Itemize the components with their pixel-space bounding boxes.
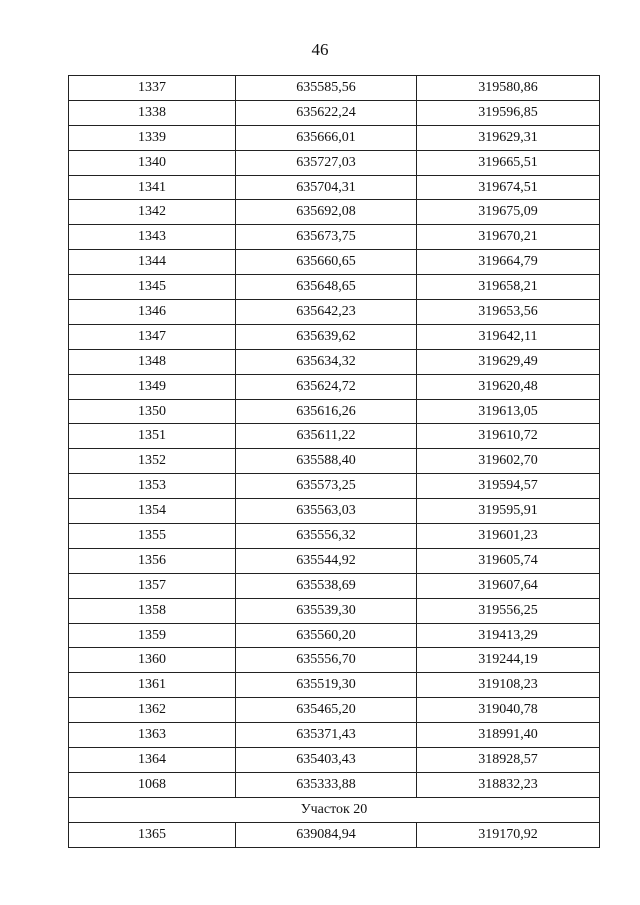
point-number-cell: 1351 bbox=[69, 424, 236, 449]
x-coordinate-cell: 635556,32 bbox=[236, 524, 417, 549]
table-row bbox=[69, 598, 600, 623]
point-number-cell: 1340 bbox=[69, 150, 236, 175]
y-coordinate-cell: 319580,86 bbox=[417, 76, 600, 101]
point-number-cell: 1355 bbox=[69, 524, 236, 549]
y-coordinate-cell: 319674,51 bbox=[417, 175, 600, 200]
y-coordinate-cell: 319594,57 bbox=[417, 474, 600, 499]
y-coordinate-cell: 319244,19 bbox=[417, 648, 600, 673]
y-coordinate-cell: 319675,09 bbox=[417, 200, 600, 225]
table-row bbox=[69, 250, 600, 275]
point-number-cell: 1338 bbox=[69, 100, 236, 125]
y-coordinate-cell: 319658,21 bbox=[417, 275, 600, 300]
x-coordinate-cell: 635660,65 bbox=[236, 250, 417, 275]
x-coordinate-cell: 635692,08 bbox=[236, 200, 417, 225]
table-row bbox=[69, 275, 600, 300]
point-number-cell: 1365 bbox=[69, 822, 236, 847]
y-coordinate-cell: 319170,92 bbox=[417, 822, 600, 847]
point-number-cell: 1068 bbox=[69, 772, 236, 797]
x-coordinate-cell: 635648,65 bbox=[236, 275, 417, 300]
point-number-cell: 1356 bbox=[69, 548, 236, 573]
point-number-cell: 1350 bbox=[69, 399, 236, 424]
y-coordinate-cell: 319664,79 bbox=[417, 250, 600, 275]
x-coordinate-cell: 635727,03 bbox=[236, 150, 417, 175]
x-coordinate-cell: 635556,70 bbox=[236, 648, 417, 673]
point-number-cell: 1337 bbox=[69, 76, 236, 101]
point-number-cell: 1363 bbox=[69, 723, 236, 748]
x-coordinate-cell: 635573,25 bbox=[236, 474, 417, 499]
y-coordinate-cell: 319629,49 bbox=[417, 349, 600, 374]
x-coordinate-cell: 635624,72 bbox=[236, 374, 417, 399]
point-number-cell: 1346 bbox=[69, 300, 236, 325]
section-row bbox=[69, 797, 600, 822]
point-number-cell: 1348 bbox=[69, 349, 236, 374]
point-number-cell: 1362 bbox=[69, 698, 236, 723]
point-number-cell: 1352 bbox=[69, 449, 236, 474]
x-coordinate-cell: 635611,22 bbox=[236, 424, 417, 449]
table-row bbox=[69, 772, 600, 797]
point-number-cell: 1354 bbox=[69, 499, 236, 524]
y-coordinate-cell: 319607,64 bbox=[417, 573, 600, 598]
table-row bbox=[69, 399, 600, 424]
x-coordinate-cell: 635634,32 bbox=[236, 349, 417, 374]
x-coordinate-cell: 635704,31 bbox=[236, 175, 417, 200]
x-coordinate-cell: 635642,23 bbox=[236, 300, 417, 325]
x-coordinate-cell: 635666,01 bbox=[236, 125, 417, 150]
x-coordinate-cell: 635622,24 bbox=[236, 100, 417, 125]
x-coordinate-cell: 635403,43 bbox=[236, 748, 417, 773]
y-coordinate-cell: 319629,31 bbox=[417, 125, 600, 150]
table-row bbox=[69, 623, 600, 648]
table-row bbox=[69, 76, 600, 101]
y-coordinate-cell: 319670,21 bbox=[417, 225, 600, 250]
table-row bbox=[69, 548, 600, 573]
table-row bbox=[69, 125, 600, 150]
table-row bbox=[69, 100, 600, 125]
table-row bbox=[69, 524, 600, 549]
x-coordinate-cell: 635539,30 bbox=[236, 598, 417, 623]
table-row bbox=[69, 300, 600, 325]
x-coordinate-cell: 635585,56 bbox=[236, 76, 417, 101]
y-coordinate-cell: 319610,72 bbox=[417, 424, 600, 449]
y-coordinate-cell: 319413,29 bbox=[417, 623, 600, 648]
y-coordinate-cell: 318928,57 bbox=[417, 748, 600, 773]
table-row bbox=[69, 225, 600, 250]
table-row bbox=[69, 374, 600, 399]
coordinates-table-body bbox=[69, 76, 600, 848]
point-number-cell: 1358 bbox=[69, 598, 236, 623]
table-row bbox=[69, 673, 600, 698]
x-coordinate-cell: 639084,94 bbox=[236, 822, 417, 847]
table-row bbox=[69, 723, 600, 748]
table-row bbox=[69, 424, 600, 449]
point-number-cell: 1353 bbox=[69, 474, 236, 499]
y-coordinate-cell: 319556,25 bbox=[417, 598, 600, 623]
table-row bbox=[69, 648, 600, 673]
y-coordinate-cell: 319602,70 bbox=[417, 449, 600, 474]
point-number-cell: 1360 bbox=[69, 648, 236, 673]
y-coordinate-cell: 319040,78 bbox=[417, 698, 600, 723]
table-row bbox=[69, 573, 600, 598]
y-coordinate-cell: 319595,91 bbox=[417, 499, 600, 524]
y-coordinate-cell: 319653,56 bbox=[417, 300, 600, 325]
y-coordinate-cell: 319613,05 bbox=[417, 399, 600, 424]
x-coordinate-cell: 635519,30 bbox=[236, 673, 417, 698]
x-coordinate-cell: 635560,20 bbox=[236, 623, 417, 648]
point-number-cell: 1341 bbox=[69, 175, 236, 200]
point-number-cell: 1343 bbox=[69, 225, 236, 250]
table-row bbox=[69, 349, 600, 374]
point-number-cell: 1344 bbox=[69, 250, 236, 275]
y-coordinate-cell: 319108,23 bbox=[417, 673, 600, 698]
point-number-cell: 1347 bbox=[69, 324, 236, 349]
x-coordinate-cell: 635538,69 bbox=[236, 573, 417, 598]
x-coordinate-cell: 635465,20 bbox=[236, 698, 417, 723]
x-coordinate-cell: 635616,26 bbox=[236, 399, 417, 424]
x-coordinate-cell: 635588,40 bbox=[236, 449, 417, 474]
y-coordinate-cell: 319620,48 bbox=[417, 374, 600, 399]
y-coordinate-cell: 318991,40 bbox=[417, 723, 600, 748]
y-coordinate-cell: 319601,23 bbox=[417, 524, 600, 549]
y-coordinate-cell: 319642,11 bbox=[417, 324, 600, 349]
x-coordinate-cell: 635563,03 bbox=[236, 499, 417, 524]
x-coordinate-cell: 635544,92 bbox=[236, 548, 417, 573]
table-row bbox=[69, 822, 600, 847]
x-coordinate-cell: 635639,62 bbox=[236, 324, 417, 349]
table-row bbox=[69, 150, 600, 175]
point-number-cell: 1345 bbox=[69, 275, 236, 300]
point-number-cell: 1361 bbox=[69, 673, 236, 698]
point-number-cell: 1349 bbox=[69, 374, 236, 399]
y-coordinate-cell: 319665,51 bbox=[417, 150, 600, 175]
point-number-cell: 1339 bbox=[69, 125, 236, 150]
table-row bbox=[69, 200, 600, 225]
point-number-cell: 1364 bbox=[69, 748, 236, 773]
table-row bbox=[69, 474, 600, 499]
table-row bbox=[69, 324, 600, 349]
page-number: 46 bbox=[311, 40, 329, 59]
table-row bbox=[69, 748, 600, 773]
section-label: Участок 20 bbox=[69, 797, 600, 822]
y-coordinate-cell: 318832,23 bbox=[417, 772, 600, 797]
point-number-cell: 1359 bbox=[69, 623, 236, 648]
table-row bbox=[69, 698, 600, 723]
y-coordinate-cell: 319596,85 bbox=[417, 100, 600, 125]
point-number-cell: 1342 bbox=[69, 200, 236, 225]
table-row bbox=[69, 499, 600, 524]
table-row bbox=[69, 449, 600, 474]
x-coordinate-cell: 635371,43 bbox=[236, 723, 417, 748]
x-coordinate-cell: 635333,88 bbox=[236, 772, 417, 797]
x-coordinate-cell: 635673,75 bbox=[236, 225, 417, 250]
y-coordinate-cell: 319605,74 bbox=[417, 548, 600, 573]
coordinates-table bbox=[68, 75, 600, 848]
table-row bbox=[69, 175, 600, 200]
point-number-cell: 1357 bbox=[69, 573, 236, 598]
